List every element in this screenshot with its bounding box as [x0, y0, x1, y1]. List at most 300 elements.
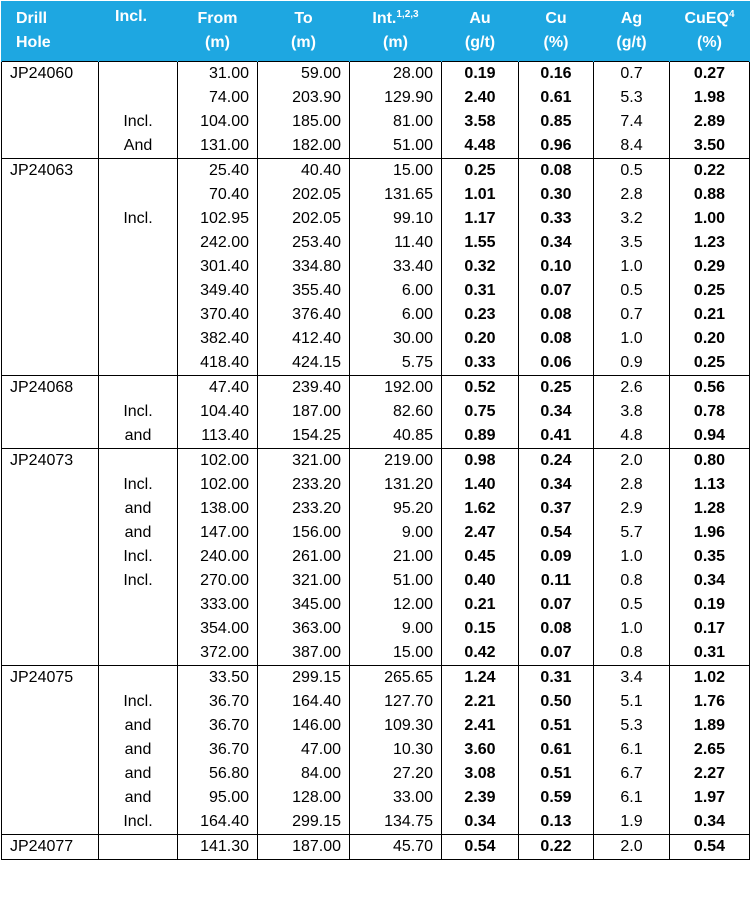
- cueq-cell: 0.94: [670, 424, 750, 449]
- from-cell: 370.40: [178, 303, 258, 327]
- incl-cell: [99, 327, 178, 351]
- drill-hole-cell: [2, 617, 99, 641]
- interval-cell: 30.00: [350, 327, 442, 351]
- ag-cell: 2.8: [594, 183, 670, 207]
- to-cell: 345.00: [258, 593, 350, 617]
- from-cell: 102.00: [178, 449, 258, 474]
- to-cell: 164.40: [258, 690, 350, 714]
- incl-cell: [99, 376, 178, 401]
- cueq-cell: 1.28: [670, 497, 750, 521]
- au-cell: 0.15: [442, 617, 519, 641]
- cu-cell: 0.25: [519, 376, 594, 401]
- cueq-cell: 1.23: [670, 231, 750, 255]
- cu-cell: 0.24: [519, 449, 594, 474]
- ag-cell: 6.1: [594, 738, 670, 762]
- cueq-cell: 0.17: [670, 617, 750, 641]
- to-cell: 233.20: [258, 473, 350, 497]
- drill-hole-cell: [2, 473, 99, 497]
- au-cell: 0.19: [442, 62, 519, 87]
- interval-cell: 11.40: [350, 231, 442, 255]
- interval-cell: 134.75: [350, 810, 442, 835]
- cu-cell: 0.06: [519, 351, 594, 376]
- cueq-cell: 0.21: [670, 303, 750, 327]
- drill-hole-cell: [2, 762, 99, 786]
- au-cell: 0.23: [442, 303, 519, 327]
- au-cell: 0.33: [442, 351, 519, 376]
- from-cell: 138.00: [178, 497, 258, 521]
- cu-cell: 0.07: [519, 641, 594, 666]
- interval-cell: 5.75: [350, 351, 442, 376]
- ag-cell: 0.8: [594, 641, 670, 666]
- from-cell: 47.40: [178, 376, 258, 401]
- drill-hole-cell: [2, 110, 99, 134]
- incl-cell: [99, 183, 178, 207]
- cu-cell: 0.51: [519, 762, 594, 786]
- cueq-cell: 1.98: [670, 86, 750, 110]
- cueq-cell: 0.34: [670, 569, 750, 593]
- interval-cell: 15.00: [350, 641, 442, 666]
- drill-hole-cell: JP24073: [2, 449, 99, 474]
- interval-cell: 81.00: [350, 110, 442, 134]
- drill-hole-cell: [2, 183, 99, 207]
- to-cell: 412.40: [258, 327, 350, 351]
- table-row: [2, 159, 750, 184]
- interval-cell: 40.85: [350, 424, 442, 449]
- au-cell: 1.17: [442, 207, 519, 231]
- from-cell: 240.00: [178, 545, 258, 569]
- from-cell: 104.00: [178, 110, 258, 134]
- table-row: [2, 835, 750, 860]
- ag-cell: 3.2: [594, 207, 670, 231]
- drill-hole-cell: JP24060: [2, 62, 99, 87]
- ag-cell: 0.5: [594, 593, 670, 617]
- to-cell: 202.05: [258, 183, 350, 207]
- ag-cell: 3.5: [594, 231, 670, 255]
- drill-hole-cell: [2, 738, 99, 762]
- ag-cell: 1.0: [594, 545, 670, 569]
- drill-hole-cell: [2, 690, 99, 714]
- from-cell: 36.70: [178, 714, 258, 738]
- cu-cell: 0.07: [519, 593, 594, 617]
- from-cell: 36.70: [178, 690, 258, 714]
- drill-hole-cell: [2, 134, 99, 159]
- table-row: [2, 424, 750, 449]
- au-cell: 0.40: [442, 569, 519, 593]
- cueq-cell: 0.88: [670, 183, 750, 207]
- ag-cell: 1.0: [594, 327, 670, 351]
- drill-hole-cell: [2, 327, 99, 351]
- interval-cell: 6.00: [350, 303, 442, 327]
- incl-cell: [99, 62, 178, 87]
- interval-cell: 129.90: [350, 86, 442, 110]
- from-cell: 418.40: [178, 351, 258, 376]
- au-cell: 3.58: [442, 110, 519, 134]
- interval-cell: 27.20: [350, 762, 442, 786]
- ag-cell: 5.3: [594, 714, 670, 738]
- cu-cell: 0.30: [519, 183, 594, 207]
- ag-cell: 5.1: [594, 690, 670, 714]
- table-row: [2, 666, 750, 691]
- cueq-cell: 0.20: [670, 327, 750, 351]
- interval-cell: 28.00: [350, 62, 442, 87]
- to-cell: 40.40: [258, 159, 350, 184]
- to-cell: 299.15: [258, 666, 350, 691]
- incl-cell: [99, 303, 178, 327]
- au-cell: 0.21: [442, 593, 519, 617]
- drill-hole-cell: [2, 714, 99, 738]
- header-cueq: CuEQ$^4$ (%): [670, 1, 750, 62]
- incl-cell: [99, 617, 178, 641]
- ag-cell: 0.7: [594, 303, 670, 327]
- cueq-cell: 1.13: [670, 473, 750, 497]
- to-cell: 355.40: [258, 279, 350, 303]
- interval-cell: 33.00: [350, 786, 442, 810]
- from-cell: 349.40: [178, 279, 258, 303]
- header-incl: Incl.: [99, 1, 178, 62]
- cueq-cell: 0.78: [670, 400, 750, 424]
- from-cell: 382.40: [178, 327, 258, 351]
- from-cell: 164.40: [178, 810, 258, 835]
- incl-cell: [99, 279, 178, 303]
- from-cell: 372.00: [178, 641, 258, 666]
- from-cell: 131.00: [178, 134, 258, 159]
- to-cell: 59.00: [258, 62, 350, 87]
- cueq-cell: 0.19: [670, 593, 750, 617]
- drill-hole-cell: JP24063: [2, 159, 99, 184]
- incl-cell: and: [99, 786, 178, 810]
- au-cell: 3.08: [442, 762, 519, 786]
- table-row: [2, 303, 750, 327]
- table-row: [2, 641, 750, 666]
- drill-hole-cell: [2, 545, 99, 569]
- cu-cell: 0.37: [519, 497, 594, 521]
- ag-cell: 7.4: [594, 110, 670, 134]
- from-cell: 333.00: [178, 593, 258, 617]
- table-row: [2, 714, 750, 738]
- interval-cell: 131.65: [350, 183, 442, 207]
- incl-cell: and: [99, 714, 178, 738]
- from-cell: 102.95: [178, 207, 258, 231]
- au-cell: 0.89: [442, 424, 519, 449]
- au-cell: 0.98: [442, 449, 519, 474]
- cueq-cell: 1.89: [670, 714, 750, 738]
- table-row: [2, 231, 750, 255]
- drill-hole-cell: [2, 279, 99, 303]
- drill-hole-cell: [2, 641, 99, 666]
- drill-hole-cell: [2, 255, 99, 279]
- cu-cell: 0.22: [519, 835, 594, 860]
- interval-cell: 131.20: [350, 473, 442, 497]
- cu-cell: 0.33: [519, 207, 594, 231]
- from-cell: 70.40: [178, 183, 258, 207]
- to-cell: 154.25: [258, 424, 350, 449]
- incl-cell: and: [99, 497, 178, 521]
- interval-cell: 82.60: [350, 400, 442, 424]
- ag-cell: 1.0: [594, 255, 670, 279]
- interval-cell: 33.40: [350, 255, 442, 279]
- ag-cell: 2.9: [594, 497, 670, 521]
- ag-cell: 2.8: [594, 473, 670, 497]
- interval-cell: 51.00: [350, 134, 442, 159]
- drill-hole-cell: [2, 303, 99, 327]
- au-cell: 0.45: [442, 545, 519, 569]
- to-cell: 334.80: [258, 255, 350, 279]
- cueq-cell: 1.96: [670, 521, 750, 545]
- to-cell: 321.00: [258, 569, 350, 593]
- cueq-cell: 0.22: [670, 159, 750, 184]
- incl-cell: [99, 86, 178, 110]
- cu-cell: 0.50: [519, 690, 594, 714]
- cueq-cell: 1.00: [670, 207, 750, 231]
- interval-cell: 265.65: [350, 666, 442, 691]
- ag-cell: 0.5: [594, 159, 670, 184]
- cueq-cell: 0.31: [670, 641, 750, 666]
- ag-cell: 2.0: [594, 449, 670, 474]
- to-cell: 253.40: [258, 231, 350, 255]
- to-cell: 156.00: [258, 521, 350, 545]
- au-cell: 0.34: [442, 810, 519, 835]
- drill-hole-cell: [2, 810, 99, 835]
- to-cell: 261.00: [258, 545, 350, 569]
- au-cell: 0.75: [442, 400, 519, 424]
- to-cell: 233.20: [258, 497, 350, 521]
- interval-cell: 192.00: [350, 376, 442, 401]
- ag-cell: 1.0: [594, 617, 670, 641]
- cu-cell: 0.08: [519, 327, 594, 351]
- drill-hole-cell: [2, 521, 99, 545]
- table-row: [2, 810, 750, 835]
- ag-cell: 3.8: [594, 400, 670, 424]
- ag-cell: 0.9: [594, 351, 670, 376]
- table-row: [2, 593, 750, 617]
- au-cell: 2.41: [442, 714, 519, 738]
- cueq-cell: 0.34: [670, 810, 750, 835]
- cueq-cell: 0.56: [670, 376, 750, 401]
- interval-cell: 99.10: [350, 207, 442, 231]
- cu-cell: 0.31: [519, 666, 594, 691]
- header-from: From (m): [178, 1, 258, 62]
- to-cell: 376.40: [258, 303, 350, 327]
- cu-cell: 0.34: [519, 400, 594, 424]
- ag-cell: 1.9: [594, 810, 670, 835]
- table-header-row: [2, 1, 750, 62]
- header-au: Au (g/t): [442, 1, 519, 62]
- drill-hole-cell: JP24068: [2, 376, 99, 401]
- cu-cell: 0.96: [519, 134, 594, 159]
- au-cell: 2.39: [442, 786, 519, 810]
- drill-hole-cell: [2, 786, 99, 810]
- cueq-cell: 0.80: [670, 449, 750, 474]
- incl-cell: Incl.: [99, 810, 178, 835]
- from-cell: 113.40: [178, 424, 258, 449]
- interval-cell: 10.30: [350, 738, 442, 762]
- au-cell: 2.47: [442, 521, 519, 545]
- header-ag: Ag (g/t): [594, 1, 670, 62]
- incl-cell: [99, 593, 178, 617]
- from-cell: 33.50: [178, 666, 258, 691]
- drill-hole-cell: [2, 569, 99, 593]
- table-row: [2, 279, 750, 303]
- au-cell: 3.60: [442, 738, 519, 762]
- incl-cell: and: [99, 424, 178, 449]
- table-row: [2, 400, 750, 424]
- from-cell: 301.40: [178, 255, 258, 279]
- interval-cell: 127.70: [350, 690, 442, 714]
- table-body: [2, 62, 750, 860]
- to-cell: 239.40: [258, 376, 350, 401]
- incl-cell: and: [99, 521, 178, 545]
- table-row: [2, 449, 750, 474]
- cueq-cell: 1.76: [670, 690, 750, 714]
- ag-cell: 0.5: [594, 279, 670, 303]
- interval-cell: 95.20: [350, 497, 442, 521]
- table-row: [2, 738, 750, 762]
- drill-hole-cell: [2, 400, 99, 424]
- from-cell: 141.30: [178, 835, 258, 860]
- from-cell: 242.00: [178, 231, 258, 255]
- incl-cell: Incl.: [99, 473, 178, 497]
- drill-hole-cell: JP24075: [2, 666, 99, 691]
- au-cell: 0.31: [442, 279, 519, 303]
- cu-cell: 0.85: [519, 110, 594, 134]
- cueq-cell: 2.27: [670, 762, 750, 786]
- to-cell: 299.15: [258, 810, 350, 835]
- from-cell: 147.00: [178, 521, 258, 545]
- table-row: [2, 255, 750, 279]
- interval-cell: 9.00: [350, 617, 442, 641]
- au-cell: 0.20: [442, 327, 519, 351]
- cueq-cell: 1.02: [670, 666, 750, 691]
- ag-cell: 2.0: [594, 835, 670, 860]
- drill-hole-cell: [2, 86, 99, 110]
- table-row: [2, 351, 750, 376]
- to-cell: 187.00: [258, 835, 350, 860]
- incl-cell: and: [99, 762, 178, 786]
- table-row: [2, 134, 750, 159]
- au-cell: 4.48: [442, 134, 519, 159]
- incl-cell: [99, 835, 178, 860]
- cu-cell: 0.41: [519, 424, 594, 449]
- cueq-cell: 2.65: [670, 738, 750, 762]
- incl-cell: and: [99, 738, 178, 762]
- from-cell: 104.40: [178, 400, 258, 424]
- cu-cell: 0.08: [519, 159, 594, 184]
- table-row: [2, 86, 750, 110]
- drill-hole-cell: [2, 207, 99, 231]
- header-to: To (m): [258, 1, 350, 62]
- to-cell: 128.00: [258, 786, 350, 810]
- cu-cell: 0.16: [519, 62, 594, 87]
- table-row: [2, 327, 750, 351]
- interval-cell: 6.00: [350, 279, 442, 303]
- drill-hole-cell: [2, 424, 99, 449]
- au-cell: 0.42: [442, 641, 519, 666]
- cueq-cell: 0.25: [670, 351, 750, 376]
- to-cell: 424.15: [258, 351, 350, 376]
- cu-cell: 0.09: [519, 545, 594, 569]
- table-row: [2, 207, 750, 231]
- au-cell: 0.32: [442, 255, 519, 279]
- interval-cell: 219.00: [350, 449, 442, 474]
- incl-cell: Incl.: [99, 690, 178, 714]
- au-cell: 0.52: [442, 376, 519, 401]
- from-cell: 270.00: [178, 569, 258, 593]
- au-cell: 2.21: [442, 690, 519, 714]
- cu-cell: 0.59: [519, 786, 594, 810]
- from-cell: 95.00: [178, 786, 258, 810]
- cu-cell: 0.61: [519, 86, 594, 110]
- cueq-cell: 2.89: [670, 110, 750, 134]
- incl-cell: Incl.: [99, 400, 178, 424]
- table-row: [2, 521, 750, 545]
- to-cell: 363.00: [258, 617, 350, 641]
- header-cu: Cu (%): [519, 1, 594, 62]
- table-row: [2, 62, 750, 87]
- cu-cell: 0.08: [519, 617, 594, 641]
- from-cell: 354.00: [178, 617, 258, 641]
- table-row: [2, 762, 750, 786]
- table-row: [2, 183, 750, 207]
- from-cell: 25.40: [178, 159, 258, 184]
- table-row: [2, 617, 750, 641]
- ag-cell: 0.7: [594, 62, 670, 87]
- incl-cell: And: [99, 134, 178, 159]
- au-cell: 0.25: [442, 159, 519, 184]
- incl-cell: Incl.: [99, 110, 178, 134]
- table-row: [2, 110, 750, 134]
- cu-cell: 0.08: [519, 303, 594, 327]
- table-row: [2, 569, 750, 593]
- drill-hole-cell: [2, 497, 99, 521]
- header-drill-hole: Drill Hole: [2, 1, 99, 62]
- ag-cell: 8.4: [594, 134, 670, 159]
- assay-results-table: [1, 1, 750, 860]
- incl-cell: [99, 159, 178, 184]
- incl-cell: [99, 449, 178, 474]
- ag-cell: 5.3: [594, 86, 670, 110]
- incl-cell: [99, 231, 178, 255]
- cu-cell: 0.07: [519, 279, 594, 303]
- drill-hole-cell: [2, 593, 99, 617]
- cu-cell: 0.51: [519, 714, 594, 738]
- cu-cell: 0.61: [519, 738, 594, 762]
- au-cell: 1.40: [442, 473, 519, 497]
- interval-cell: 109.30: [350, 714, 442, 738]
- to-cell: 182.00: [258, 134, 350, 159]
- au-cell: 1.24: [442, 666, 519, 691]
- from-cell: 36.70: [178, 738, 258, 762]
- ag-cell: 4.8: [594, 424, 670, 449]
- au-cell: 2.40: [442, 86, 519, 110]
- cu-cell: 0.34: [519, 473, 594, 497]
- to-cell: 202.05: [258, 207, 350, 231]
- to-cell: 84.00: [258, 762, 350, 786]
- cueq-cell: 0.35: [670, 545, 750, 569]
- from-cell: 74.00: [178, 86, 258, 110]
- cueq-cell: 0.25: [670, 279, 750, 303]
- ag-cell: 6.1: [594, 786, 670, 810]
- drill-hole-cell: JP24077: [2, 835, 99, 860]
- au-cell: 1.62: [442, 497, 519, 521]
- table-row: [2, 497, 750, 521]
- from-cell: 56.80: [178, 762, 258, 786]
- table-row: [2, 786, 750, 810]
- incl-cell: [99, 255, 178, 279]
- from-cell: 102.00: [178, 473, 258, 497]
- to-cell: 146.00: [258, 714, 350, 738]
- cu-cell: 0.54: [519, 521, 594, 545]
- cueq-cell: 0.27: [670, 62, 750, 87]
